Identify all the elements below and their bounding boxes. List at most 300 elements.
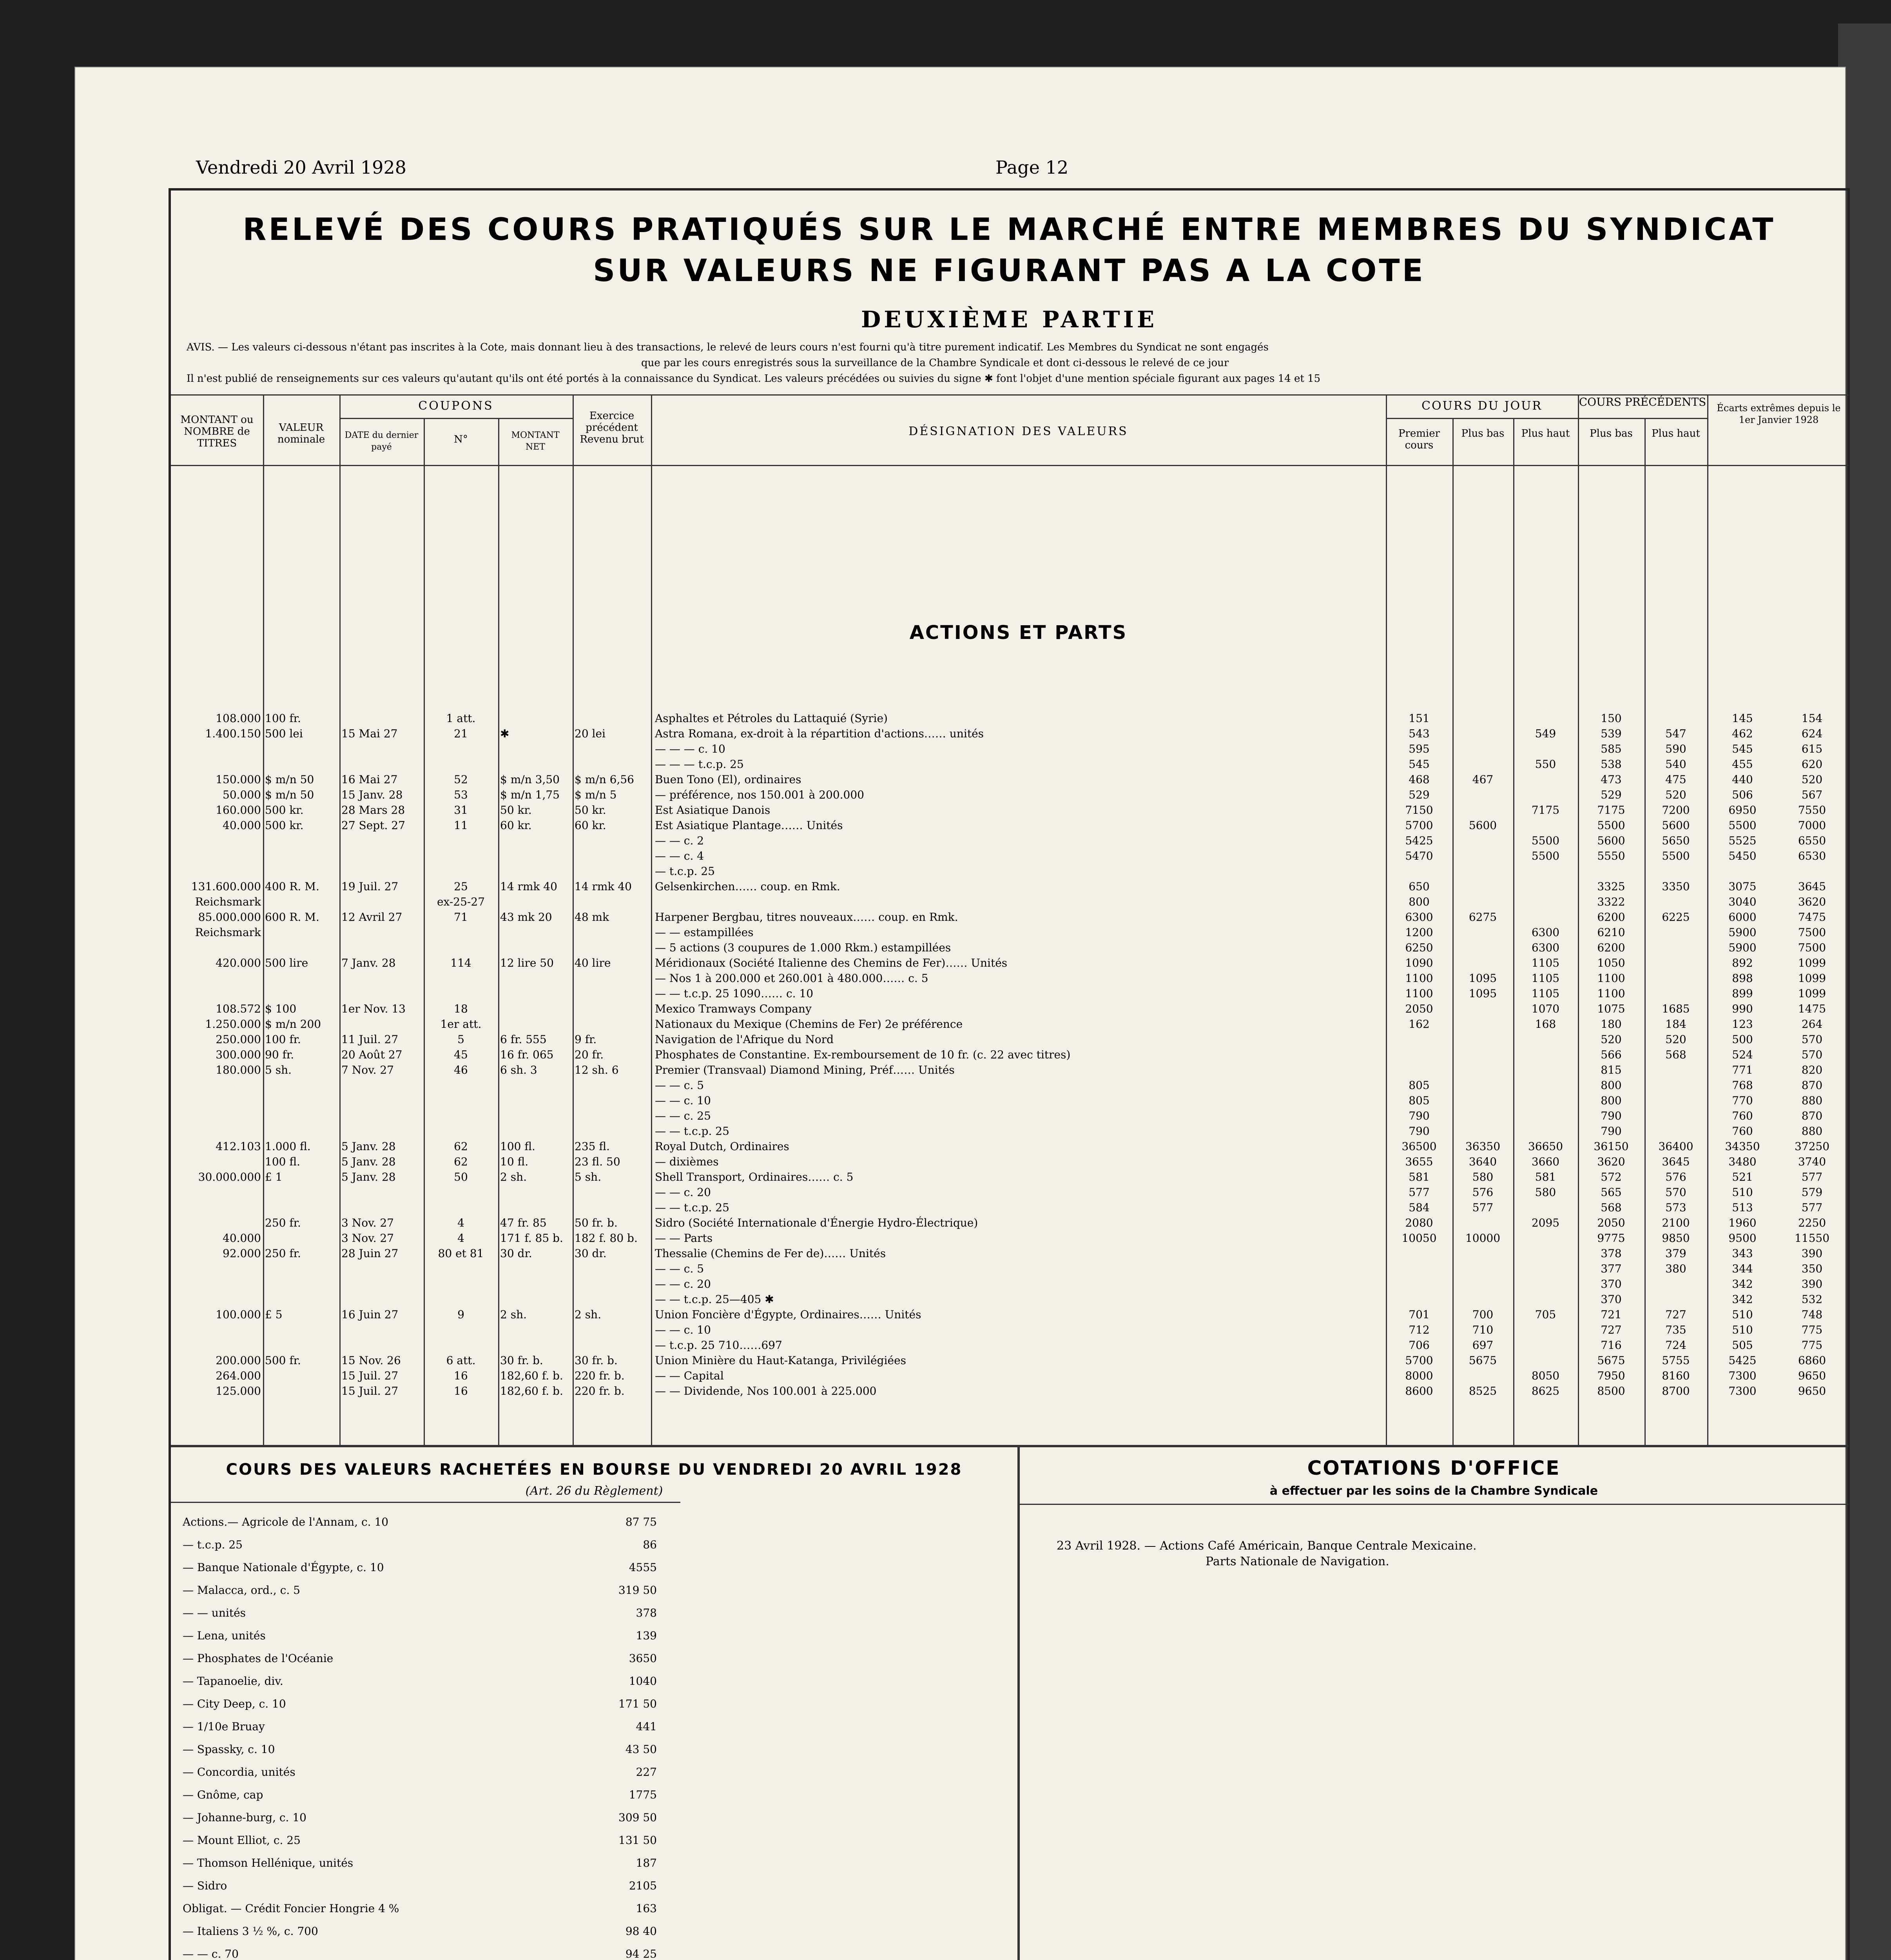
row-des: — — — c. 10 bbox=[655, 742, 725, 755]
row-des: Nationaux du Mexique (Chemins de Fer) 2e préférence bbox=[655, 1018, 963, 1031]
row-e2: 520 bbox=[1801, 773, 1823, 786]
row-v: 250 fr. bbox=[265, 1247, 301, 1260]
row-c2: 184 bbox=[1665, 1018, 1686, 1031]
row-c1: 572 bbox=[1601, 1171, 1622, 1183]
row-c1: 3325 bbox=[1597, 880, 1625, 893]
row-des: Phosphates de Constantine. Ex-remboursement de 10 fr. (c. 22 avec titres) bbox=[655, 1048, 1071, 1061]
row-n: 62 bbox=[454, 1140, 468, 1153]
row-p3: 5500 bbox=[1531, 834, 1560, 847]
row-m: 180.000 bbox=[216, 1063, 261, 1076]
rachetee-label: Actions.— Agricole de l'Annam, c. 10 bbox=[183, 1515, 389, 1528]
row-c2: 7200 bbox=[1662, 804, 1690, 817]
row-net: 30 dr. bbox=[500, 1247, 532, 1260]
row-p3: 3660 bbox=[1531, 1155, 1560, 1168]
row-m: 125.000 bbox=[216, 1385, 261, 1397]
row-ex: 48 mk bbox=[575, 911, 609, 924]
page-subtitle: SUR VALEURS NE FIGURANT PAS A LA COTE bbox=[593, 253, 1425, 289]
row-des: Sidro (Société Internationale d'Énergie Hydro-Électrique) bbox=[655, 1216, 978, 1229]
row-e1: 898 bbox=[1732, 972, 1753, 985]
row-e1: 510 bbox=[1732, 1186, 1753, 1199]
table-head-rule bbox=[171, 465, 1848, 466]
row-e1: 6950 bbox=[1728, 804, 1757, 817]
hdr-designation: DÉSIGNATION DES VALEURS bbox=[908, 425, 1128, 438]
row-p1: 712 bbox=[1409, 1323, 1430, 1336]
row-net: 6 fr. 555 bbox=[500, 1033, 547, 1046]
row-m: 40.000 bbox=[223, 819, 261, 832]
row-p1: 805 bbox=[1409, 1079, 1430, 1092]
row-p3: 8625 bbox=[1531, 1385, 1560, 1397]
row-c2: 724 bbox=[1665, 1339, 1686, 1352]
row-c1: 800 bbox=[1601, 1094, 1622, 1107]
row-ex: 23 fl. 50 bbox=[575, 1155, 620, 1168]
rachetee-value: 87 75 bbox=[625, 1515, 657, 1528]
row-c1: 5675 bbox=[1597, 1354, 1625, 1367]
row-net: 10 fl. bbox=[500, 1155, 529, 1168]
row-net: 182,60 f. b. bbox=[500, 1369, 563, 1382]
row-ex: 5 sh. bbox=[575, 1171, 602, 1183]
row-c1: 473 bbox=[1601, 773, 1622, 786]
rachetee-value: 131 50 bbox=[618, 1834, 657, 1847]
row-c1: 565 bbox=[1601, 1186, 1622, 1199]
row-ex: $ m/n 5 bbox=[575, 788, 617, 801]
row-m: 40.000 bbox=[223, 1232, 261, 1245]
hdr-montant-net: MONTANT NET bbox=[511, 430, 560, 452]
row-e1: 344 bbox=[1732, 1262, 1753, 1275]
row-des: — — t.c.p. 25—405 ✱ bbox=[655, 1293, 774, 1306]
row-e2: 880 bbox=[1801, 1125, 1823, 1138]
col-rule bbox=[573, 394, 574, 1445]
row-p1: 6250 bbox=[1405, 941, 1433, 954]
row-c2: 520 bbox=[1665, 1033, 1686, 1046]
row-e2: 11550 bbox=[1794, 1232, 1830, 1245]
row-e2: 870 bbox=[1801, 1109, 1823, 1122]
rachetee-label: — — c. 70 bbox=[183, 1947, 239, 1960]
row-d: 16 Juin 27 bbox=[341, 1308, 399, 1321]
row-e1: 768 bbox=[1732, 1079, 1753, 1092]
row-c1: 721 bbox=[1601, 1308, 1622, 1321]
row-des: — 5 actions (3 coupures de 1.000 Rkm.) estampillées bbox=[655, 941, 951, 954]
row-n: 21 bbox=[454, 727, 468, 740]
row-e2: 880 bbox=[1801, 1094, 1823, 1107]
row-d: 7 Nov. 27 bbox=[341, 1063, 394, 1076]
row-e1: 760 bbox=[1732, 1109, 1753, 1122]
avis-line-1: AVIS. — Les valeurs ci-dessous n'étant pas inscrites à la Cote, mais donnant lieu à des transactions, le relevé de leurs cours n'est fourni qu'à titre purement indicatif. Les Membres du Syndicat ne sont engagés bbox=[187, 341, 1269, 353]
row-e1: 6000 bbox=[1728, 911, 1757, 924]
row-p1: 5700 bbox=[1405, 819, 1433, 832]
rachetees-subtitle: (Art. 26 du Règlement) bbox=[525, 1484, 663, 1498]
rachetee-label: — Gnôme, cap bbox=[183, 1788, 263, 1801]
row-des: Harpener Bergbau, titres nouveaux…… coup. en Rmk. bbox=[655, 911, 958, 924]
row-des: — — c. 20 bbox=[655, 1186, 711, 1199]
row-e1: 342 bbox=[1732, 1293, 1753, 1306]
row-e1: 545 bbox=[1732, 742, 1753, 755]
row-e2: 7475 bbox=[1798, 911, 1826, 924]
row-e1: 34350 bbox=[1725, 1140, 1760, 1153]
row-c1: 539 bbox=[1601, 727, 1622, 740]
row-m: 420.000 bbox=[216, 956, 261, 969]
row-n: 46 bbox=[454, 1063, 468, 1076]
row-ex: 50 kr. bbox=[575, 804, 606, 817]
row-des: — t.c.p. 25 710……697 bbox=[655, 1339, 782, 1352]
row-c1: 1100 bbox=[1597, 972, 1625, 985]
running-head-date: Vendredi 20 Avril 1928 bbox=[196, 157, 406, 178]
row-c1: 716 bbox=[1601, 1339, 1622, 1352]
row-d: 3 Nov. 27 bbox=[341, 1232, 394, 1245]
row-c1: 6200 bbox=[1597, 911, 1625, 924]
row-ex: $ m/n 6,56 bbox=[575, 773, 634, 786]
row-n: 1 att. bbox=[446, 712, 476, 725]
row-des: — — c. 2 bbox=[655, 834, 704, 847]
row-e2: 570 bbox=[1801, 1048, 1823, 1061]
row-c1: 1100 bbox=[1597, 987, 1625, 1000]
rachetee-value: 139 bbox=[636, 1629, 657, 1642]
row-p2: 467 bbox=[1472, 773, 1494, 786]
row-des: — — t.c.p. 25 bbox=[655, 1201, 729, 1214]
row-c2: 727 bbox=[1665, 1308, 1686, 1321]
rachetee-value: 309 50 bbox=[618, 1811, 657, 1824]
row-des: Navigation de l'Afrique du Nord bbox=[655, 1033, 834, 1046]
row-e2: 390 bbox=[1801, 1278, 1823, 1290]
row-n: 71 bbox=[454, 911, 468, 924]
row-c2: 5600 bbox=[1662, 819, 1690, 832]
row-v: 100 fr. bbox=[265, 712, 301, 725]
row-e2: 350 bbox=[1801, 1262, 1823, 1275]
row-e1: 990 bbox=[1732, 1002, 1753, 1015]
col-rule bbox=[1707, 394, 1708, 1445]
row-net: 2 sh. bbox=[500, 1308, 527, 1321]
rachetee-value: 1040 bbox=[629, 1675, 657, 1688]
row-net: 60 kr. bbox=[500, 819, 532, 832]
row-p1: 36500 bbox=[1401, 1140, 1437, 1153]
row-c1: 790 bbox=[1601, 1125, 1622, 1138]
row-n: 9 bbox=[457, 1308, 464, 1321]
row-v: 100 fr. bbox=[265, 1033, 301, 1046]
row-e1: 892 bbox=[1732, 956, 1753, 969]
row-p1: 577 bbox=[1409, 1186, 1430, 1199]
row-p1: 3655 bbox=[1405, 1155, 1433, 1168]
row-m: 85.000.000 bbox=[198, 911, 261, 924]
row-net: 47 fr. 85 bbox=[500, 1216, 547, 1229]
row-n: 1er att. bbox=[440, 1018, 482, 1031]
row-v: 5 sh. bbox=[265, 1063, 292, 1076]
row-d: 15 Juil. 27 bbox=[341, 1369, 399, 1382]
row-e2: 570 bbox=[1801, 1033, 1823, 1046]
row-v: 90 fr. bbox=[265, 1048, 294, 1061]
row-p1: 543 bbox=[1409, 727, 1430, 740]
row-des: Union Minière du Haut-Katanga, Privilégiées bbox=[655, 1354, 907, 1367]
row-e1: 342 bbox=[1732, 1278, 1753, 1290]
row-e2: 390 bbox=[1801, 1247, 1823, 1260]
row-net: 14 rmk 40 bbox=[500, 880, 557, 893]
row-c1: 585 bbox=[1601, 742, 1622, 755]
row-e1: 5525 bbox=[1728, 834, 1757, 847]
row-n: 5 bbox=[457, 1033, 464, 1046]
row-des: — — c. 4 bbox=[655, 849, 704, 862]
row-m: 150.000 bbox=[216, 773, 261, 786]
row-d: 15 Mai 27 bbox=[341, 727, 398, 740]
row-d: 11 Juil. 27 bbox=[341, 1033, 399, 1046]
row-e2: 870 bbox=[1801, 1079, 1823, 1092]
row-c1: 800 bbox=[1601, 1079, 1622, 1092]
row-p1: 545 bbox=[1409, 758, 1430, 771]
row-p1: 1200 bbox=[1405, 926, 1433, 939]
row-e1: 5900 bbox=[1728, 926, 1757, 939]
row-v: 250 fr. bbox=[265, 1216, 301, 1229]
row-des: — — c. 10 bbox=[655, 1323, 711, 1336]
row-e2: 532 bbox=[1801, 1293, 1823, 1306]
col-rule bbox=[1386, 394, 1387, 1445]
row-net: 182,60 f. b. bbox=[500, 1385, 563, 1397]
row-e1: 5500 bbox=[1728, 819, 1757, 832]
row-n: 4 bbox=[457, 1232, 464, 1245]
row-e2: 3740 bbox=[1798, 1155, 1826, 1168]
row-v: $ m/n 50 bbox=[265, 773, 314, 786]
row-d: 28 Juin 27 bbox=[341, 1247, 399, 1260]
rachetee-value: 1775 bbox=[629, 1788, 657, 1801]
main-frame bbox=[169, 188, 1850, 1960]
row-ex: 60 kr. bbox=[575, 819, 606, 832]
row-d: 27 Sept. 27 bbox=[341, 819, 405, 832]
row-c1: 370 bbox=[1601, 1278, 1622, 1290]
row-e1: 510 bbox=[1732, 1308, 1753, 1321]
row-c1: 529 bbox=[1601, 788, 1622, 801]
row-c1: 5500 bbox=[1597, 819, 1625, 832]
avis-line-3: Il n'est publié de renseignements sur ces valeurs qu'autant qu'ils ont été portés à la connaissance du Syndicat. Les valeurs précédées ou suivies du signe ✱ font l'objet d'une mention spéciale figurant aux pages 14 et 15 bbox=[187, 373, 1321, 385]
row-p3: 705 bbox=[1535, 1308, 1556, 1321]
hdr-cours-precedents: COURS PRÉCÉDENTS bbox=[1579, 396, 1706, 408]
row-n: 62 bbox=[454, 1155, 468, 1168]
row-e1: 145 bbox=[1732, 712, 1753, 725]
office-line-2: Parts Nationale de Navigation. bbox=[1206, 1555, 1389, 1568]
row-c2: 8700 bbox=[1662, 1385, 1690, 1397]
row-p2: 1095 bbox=[1469, 972, 1497, 985]
office-title: COTATIONS D'OFFICE bbox=[1307, 1457, 1561, 1479]
row-ex: 40 lire bbox=[575, 956, 611, 969]
row-des: — — t.c.p. 25 1090…… c. 10 bbox=[655, 987, 814, 1000]
rachetee-value: 3650 bbox=[629, 1652, 657, 1665]
row-p1: 529 bbox=[1409, 788, 1430, 801]
row-c2: 380 bbox=[1665, 1262, 1686, 1275]
row-c1: 1075 bbox=[1597, 1002, 1625, 1015]
rachetee-label: — Spassky, c. 10 bbox=[183, 1743, 275, 1756]
row-e2: 9650 bbox=[1798, 1369, 1826, 1382]
row-e2: 264 bbox=[1801, 1018, 1823, 1031]
row-m: 160.000 bbox=[216, 804, 261, 817]
row-c1: 3620 bbox=[1597, 1155, 1625, 1168]
row-des: Thessalie (Chemins de Fer de)…… Unités bbox=[655, 1247, 886, 1260]
row-c2: 475 bbox=[1665, 773, 1686, 786]
row-des: Est Asiatique Plantage…… Unités bbox=[655, 819, 843, 832]
row-ex: 12 sh. 6 bbox=[575, 1063, 619, 1076]
row-p1: 5425 bbox=[1405, 834, 1433, 847]
row-ex: 20 fr. bbox=[575, 1048, 604, 1061]
row-m: 1.250.000 bbox=[205, 1018, 261, 1031]
part-title: DEUXIÈME PARTIE bbox=[861, 306, 1158, 333]
hdr-valeur: VALEUR nominale bbox=[277, 422, 325, 445]
row-e1: 343 bbox=[1732, 1247, 1753, 1260]
row-p1: 584 bbox=[1409, 1201, 1430, 1214]
row-p3: 549 bbox=[1535, 727, 1556, 740]
rachetee-value: 4555 bbox=[629, 1561, 657, 1574]
row-des: Buen Tono (El), ordinaires bbox=[655, 773, 801, 786]
row-des: — — Capital bbox=[655, 1369, 724, 1382]
row-c2: 573 bbox=[1665, 1201, 1686, 1214]
row-p3: 550 bbox=[1535, 758, 1556, 771]
row-p3: 1105 bbox=[1531, 972, 1560, 985]
row-des: — — c. 10 bbox=[655, 1094, 711, 1107]
row-n: ex-25-27 bbox=[437, 895, 485, 908]
row-e2: 775 bbox=[1801, 1323, 1823, 1336]
col-rule bbox=[424, 418, 425, 1445]
row-des: Royal Dutch, Ordinaires bbox=[655, 1140, 789, 1153]
row-e2: 1099 bbox=[1798, 972, 1826, 985]
row-e1: 510 bbox=[1732, 1323, 1753, 1336]
row-e2: 37250 bbox=[1794, 1140, 1830, 1153]
hdr-coupons: COUPONS bbox=[418, 399, 494, 413]
rachetee-value: 441 bbox=[636, 1720, 657, 1733]
row-e1: 505 bbox=[1732, 1339, 1753, 1352]
row-v: $ m/n 200 bbox=[265, 1018, 321, 1031]
row-n: 25 bbox=[454, 880, 468, 893]
page-title: RELEVÉ DES COURS PRATIQUÉS SUR LE MARCHÉ ENTRE MEMBRES DU SYNDICAT bbox=[243, 212, 1776, 247]
row-e1: 123 bbox=[1732, 1018, 1753, 1031]
row-p2: 700 bbox=[1472, 1308, 1494, 1321]
row-p2: 10000 bbox=[1465, 1232, 1501, 1245]
hdr-exercice: Exercice précédent Revenu brut bbox=[580, 410, 644, 445]
row-p1: 468 bbox=[1409, 773, 1430, 786]
row-c2: 2100 bbox=[1662, 1216, 1690, 1229]
row-des: Astra Romana, ex-droit à la répartition d'actions…… unités bbox=[655, 727, 984, 740]
row-n: 50 bbox=[454, 1171, 468, 1183]
rachetee-label: — Italiens 3 ½ %, c. 700 bbox=[183, 1925, 318, 1938]
row-e1: 440 bbox=[1732, 773, 1753, 786]
row-n: 6 att. bbox=[446, 1354, 476, 1367]
rachetee-label: — Phosphates de l'Océanie bbox=[183, 1652, 334, 1665]
row-c1: 377 bbox=[1601, 1262, 1622, 1275]
rachetee-value: 98 40 bbox=[625, 1925, 657, 1938]
rachetee-value: 2105 bbox=[629, 1879, 657, 1892]
row-v: 600 R. M. bbox=[265, 911, 319, 924]
row-v: £ 5 bbox=[265, 1308, 283, 1321]
row-c1: 7950 bbox=[1597, 1369, 1625, 1382]
row-m: 250.000 bbox=[216, 1033, 261, 1046]
rachetee-label: — Malacca, ord., c. 5 bbox=[183, 1584, 300, 1597]
col-rule bbox=[651, 394, 652, 1445]
row-p3: 1070 bbox=[1531, 1002, 1560, 1015]
row-m: 131.600.000 bbox=[191, 880, 261, 893]
row-p1: 701 bbox=[1409, 1308, 1430, 1321]
rachetee-label: — Johanne-burg, c. 10 bbox=[183, 1811, 306, 1824]
row-e2: 1099 bbox=[1798, 987, 1826, 1000]
row-e2: 3645 bbox=[1798, 880, 1826, 893]
row-n: 18 bbox=[454, 1002, 468, 1015]
row-e2: 7500 bbox=[1798, 926, 1826, 939]
row-p2: 710 bbox=[1472, 1323, 1494, 1336]
row-c1: 5600 bbox=[1597, 834, 1625, 847]
row-m: 100.000 bbox=[216, 1308, 261, 1321]
row-d: 16 Mai 27 bbox=[341, 773, 398, 786]
coupons-rule bbox=[339, 418, 573, 419]
row-e1: 462 bbox=[1732, 727, 1753, 740]
row-m: Reichsmark bbox=[195, 926, 261, 939]
office-subtitle: à effectuer par les soins de la Chambre Syndicale bbox=[1269, 1484, 1598, 1498]
row-v: 500 fr. bbox=[265, 1354, 301, 1367]
row-c1: 566 bbox=[1601, 1048, 1622, 1061]
row-c2: 576 bbox=[1665, 1171, 1686, 1183]
row-c2: 9850 bbox=[1662, 1232, 1690, 1245]
row-e1: 1960 bbox=[1728, 1216, 1757, 1229]
row-p3: 581 bbox=[1535, 1171, 1556, 1183]
row-ex: 2 sh. bbox=[575, 1308, 602, 1321]
row-c1: 9775 bbox=[1597, 1232, 1625, 1245]
row-c2: 6225 bbox=[1662, 911, 1690, 924]
row-des: — dixièmes bbox=[655, 1155, 719, 1168]
row-n: 16 bbox=[454, 1385, 468, 1397]
row-n: 16 bbox=[454, 1369, 468, 1382]
row-p2: 5675 bbox=[1469, 1354, 1497, 1367]
col-rule bbox=[263, 394, 264, 1445]
row-d: 15 Janv. 28 bbox=[341, 788, 403, 801]
row-des: — — c. 5 bbox=[655, 1262, 704, 1275]
row-e2: 577 bbox=[1801, 1201, 1823, 1214]
row-c1: 815 bbox=[1601, 1063, 1622, 1076]
row-c2: 3350 bbox=[1662, 880, 1690, 893]
running-head-page: Page 12 bbox=[995, 157, 1069, 178]
rachetee-value: 86 bbox=[643, 1538, 657, 1551]
row-n: 11 bbox=[454, 819, 468, 832]
row-c1: 378 bbox=[1601, 1247, 1622, 1260]
row-n: 53 bbox=[454, 788, 468, 801]
row-p1: 1100 bbox=[1405, 972, 1433, 985]
hdr-prec-bas: Plus bas bbox=[1590, 428, 1633, 439]
row-p1: 805 bbox=[1409, 1094, 1430, 1107]
row-c1: 7175 bbox=[1597, 804, 1625, 817]
row-ex: 14 rmk 40 bbox=[575, 880, 632, 893]
row-c2: 590 bbox=[1665, 742, 1686, 755]
row-c2: 379 bbox=[1665, 1247, 1686, 1260]
row-c1: 5550 bbox=[1597, 849, 1625, 862]
actions-et-parts-title: ACTIONS ET PARTS bbox=[909, 622, 1128, 644]
row-des: — — t.c.p. 25 bbox=[655, 1125, 729, 1138]
row-c1: 520 bbox=[1601, 1033, 1622, 1046]
row-des: — — c. 5 bbox=[655, 1079, 704, 1092]
row-p1: 8000 bbox=[1405, 1369, 1433, 1382]
row-v: 500 kr. bbox=[265, 819, 304, 832]
row-c2: 36400 bbox=[1658, 1140, 1693, 1153]
row-e2: 154 bbox=[1801, 712, 1823, 725]
row-e2: 6550 bbox=[1798, 834, 1826, 847]
row-e1: 771 bbox=[1732, 1063, 1753, 1076]
row-c2: 568 bbox=[1665, 1048, 1686, 1061]
row-e1: 506 bbox=[1732, 788, 1753, 801]
row-e2: 615 bbox=[1801, 742, 1823, 755]
rule bbox=[1019, 1504, 1848, 1505]
row-p2: 697 bbox=[1472, 1339, 1494, 1352]
row-p2: 36350 bbox=[1465, 1140, 1501, 1153]
hdr-date: DATE du dernier payé bbox=[344, 430, 419, 452]
row-v: 1.000 fl. bbox=[265, 1140, 311, 1153]
row-p2: 577 bbox=[1472, 1201, 1494, 1214]
row-v: £ 1 bbox=[265, 1171, 283, 1183]
row-e1: 3040 bbox=[1728, 895, 1757, 908]
row-net: 50 kr. bbox=[500, 804, 532, 817]
row-net: ✱ bbox=[500, 727, 509, 740]
hdr-no: N° bbox=[454, 434, 468, 445]
row-p2: 8525 bbox=[1469, 1385, 1497, 1397]
row-p1: 790 bbox=[1409, 1125, 1430, 1138]
row-e1: 5450 bbox=[1728, 849, 1757, 862]
row-net: $ m/n 1,75 bbox=[500, 788, 560, 801]
